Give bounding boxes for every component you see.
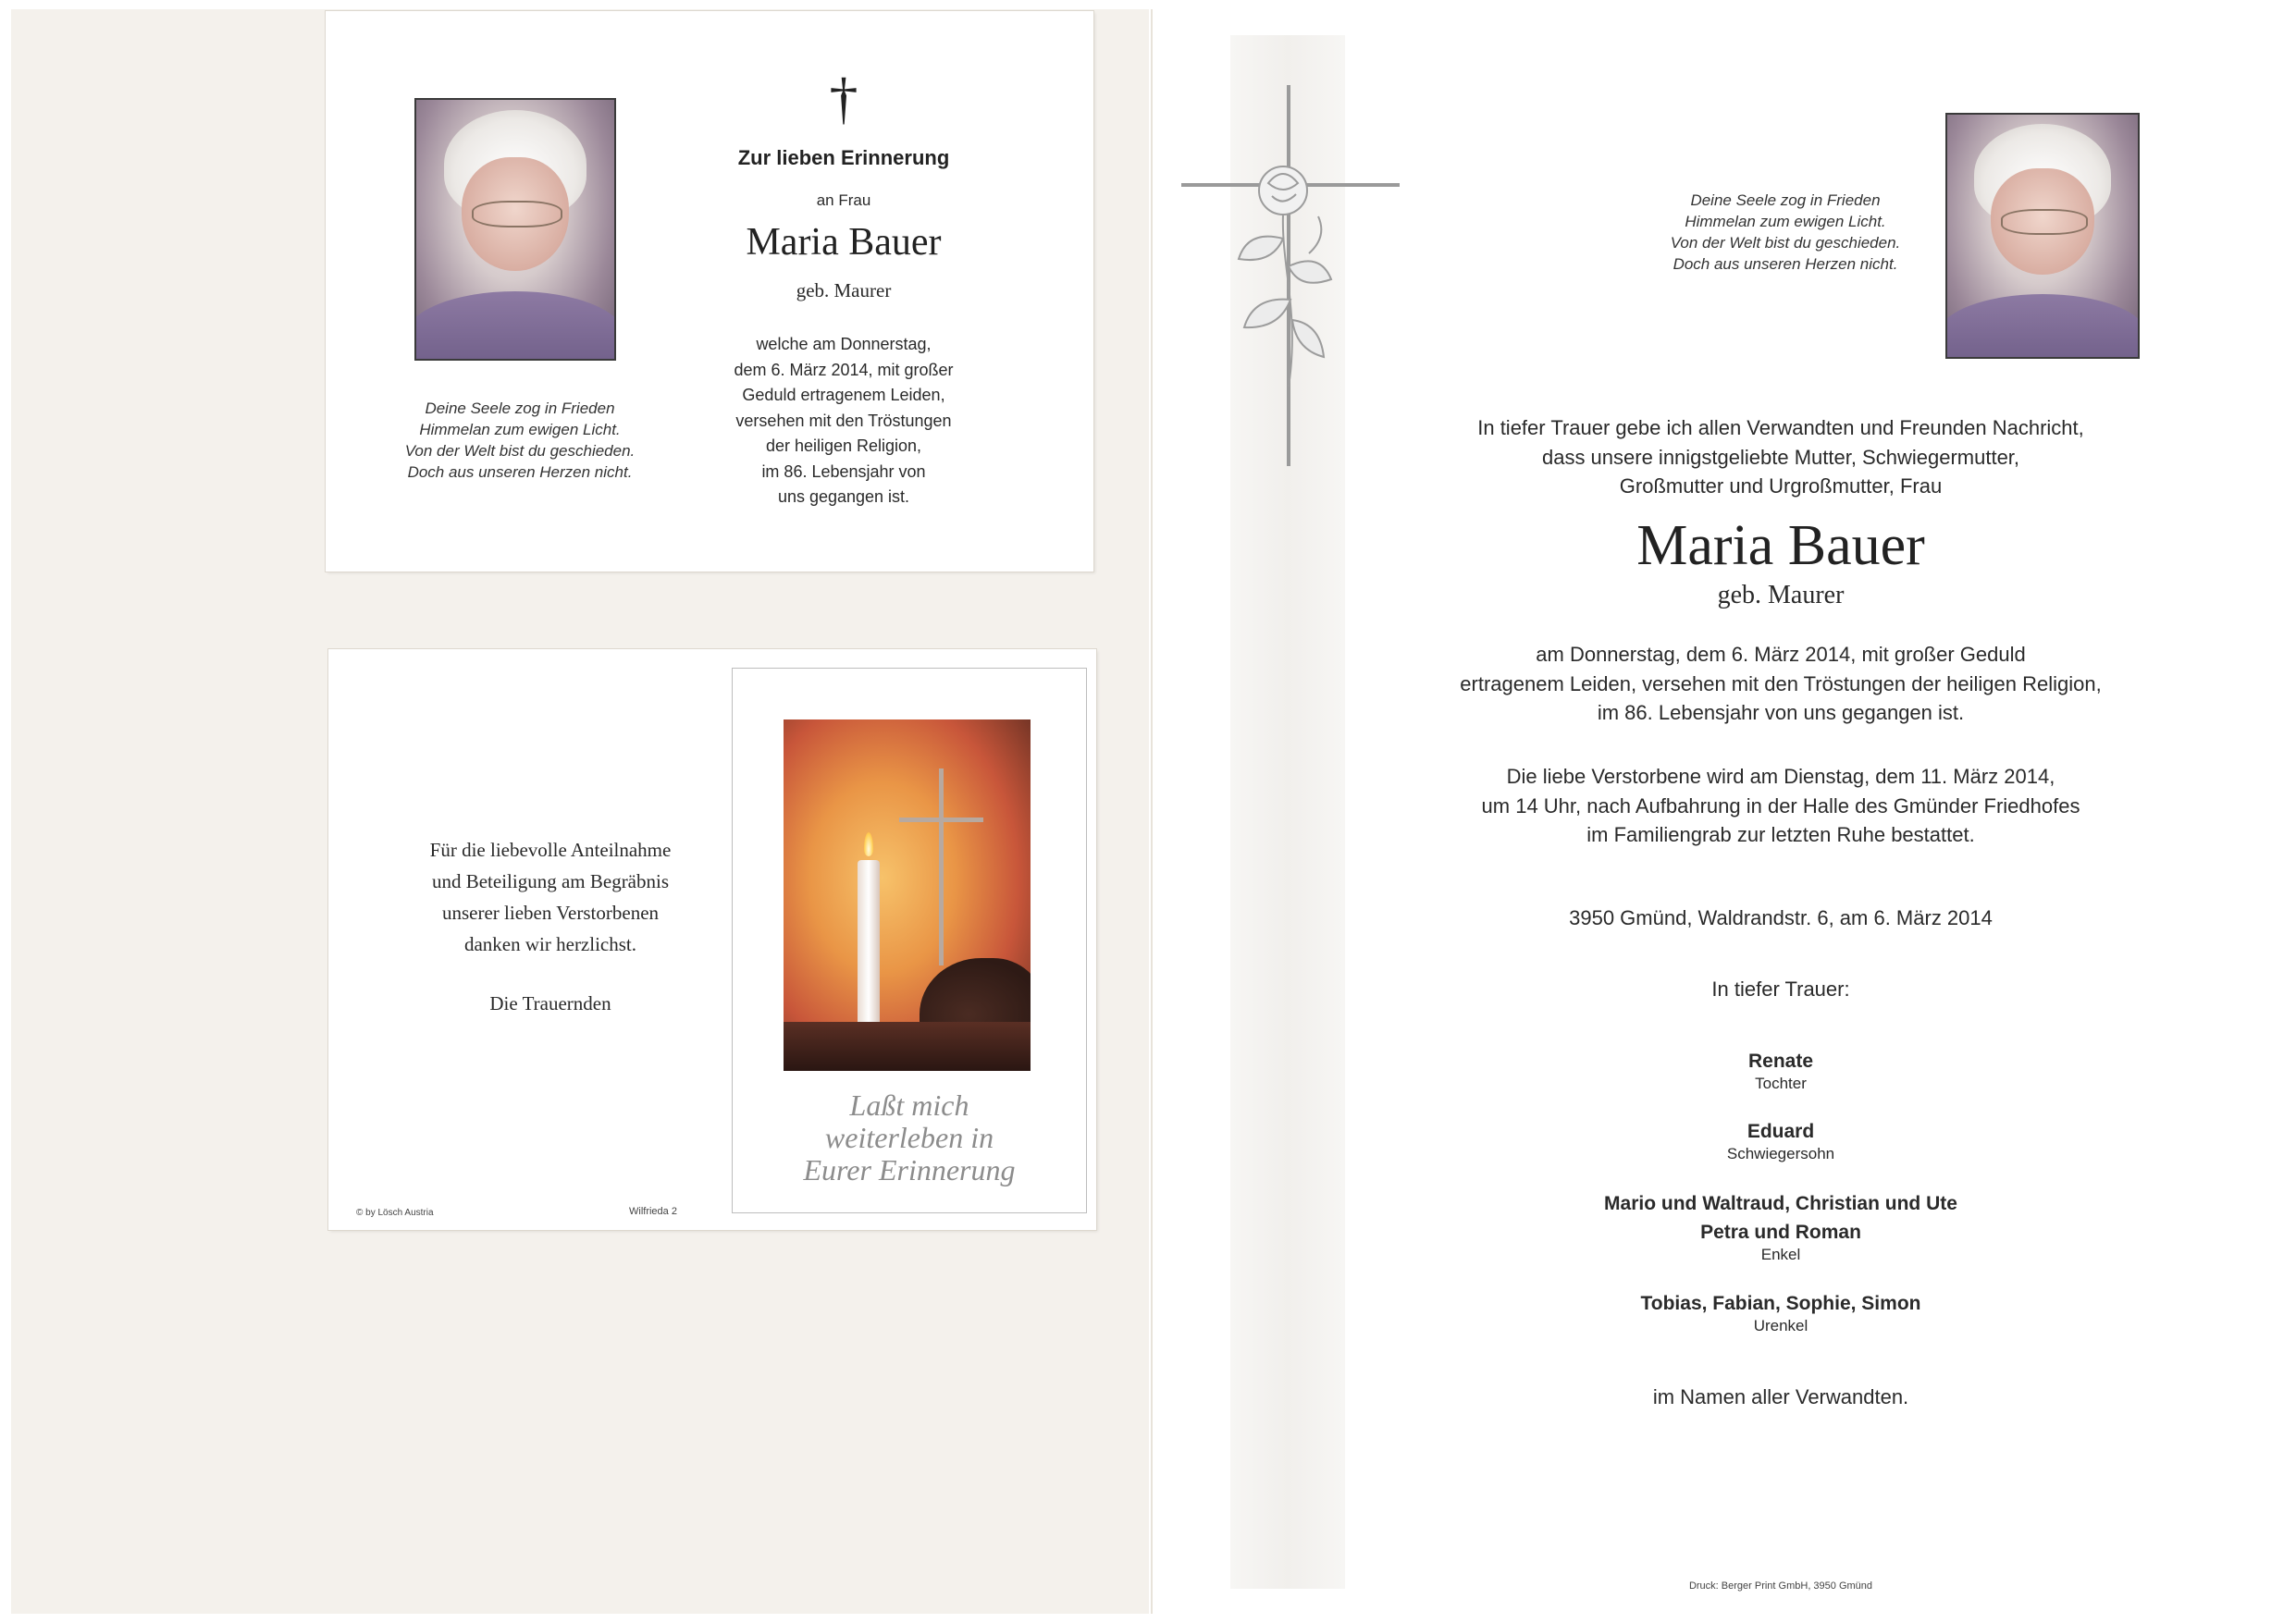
notice-mourning-label: In tiefer Trauer: [1711,977,1850,1001]
notice-portrait-photo [1945,113,2140,359]
notice-burial-text [1351,762,2211,850]
family-name: Mario und Waltraud, Christian und Ute [1604,1193,1957,1214]
notice-deceased-name: Maria Bauer [1636,514,1925,577]
text-line: dem 6. März 2014, mit großer [734,360,954,379]
poem-line: Von der Welt bist du geschieden. [404,442,636,460]
intro-line: In tiefer Trauer gebe ich allen Verwandten und Freunden Nachricht, [1477,416,2084,439]
memorial-card [326,11,1093,572]
poem-line: Deine Seele zog in Frieden [425,400,615,417]
birth-name: geb. Maurer [796,279,892,301]
thanks-line: danken wir herzlichst. [463,933,637,955]
notice-death-text [1351,640,2211,728]
rose-cross-icon [1179,81,1401,470]
family-name: Tobias, Fabian, Sophie, Simon [1640,1293,1921,1314]
family-role: Tochter [1755,1075,1807,1092]
text-line: uns gegangen ist. [777,487,910,506]
notice-intro [1351,413,2211,501]
thanks-line: und Beteiligung am Begräbnis [431,870,670,892]
intro-line: Großmutter und Urgroßmutter, Frau [1619,474,1943,498]
poem-line: Himmelan zum ewigen Licht. [1685,213,1886,230]
thank-you-card [328,649,1096,1230]
verse-line: weiterleben in [824,1121,994,1154]
burial-line: im Familiengrab zur letzten Ruhe bestattet. [1586,823,1975,846]
death-line: am Donnerstag, dem 6. März 2014, mit großer Geduld [1536,643,2026,666]
death-line: im 86. Lebensjahr von uns gegangen ist. [1597,701,1965,724]
verse-line: Eurer Erinnerung [803,1153,1016,1187]
memorial-an-frau: an Frau [816,191,871,209]
thanks-text [365,834,735,960]
latin-cross-icon: † [829,68,858,130]
burial-line: Die liebe Verstorbene wird am Dienstag, dem 11. März 2014, [1506,765,2055,788]
copyright-note: © by Lösch Austria [356,1208,434,1218]
text-line: Geduld ertragenem Leiden, [742,386,945,404]
family-role: Schwiegersohn [1726,1145,1835,1162]
text-line: welche am Donnerstag, [756,335,932,353]
family-group [1443,1290,2118,1334]
family-name: Petra und Roman [1700,1222,1861,1243]
portrait-photo [414,98,616,361]
family-role: Urenkel [1753,1317,1808,1334]
poem-line: Doch aus unseren Herzen nicht. [1673,255,1898,273]
notice-closing: im Namen aller Verwandten. [1652,1385,1909,1408]
text-line: versehen mit den Tröstungen [735,411,952,430]
notice-place-date: 3950 Gmünd, Waldrandstr. 6, am 6. März 2014 [1569,906,1993,929]
death-line: ertragenem Leiden, versehen mit den Tröstungen der heiligen Religion, [1460,671,2102,695]
poem-line: Doch aus unseren Herzen nicht. [407,463,633,481]
verse-line: Laßt mich [849,1088,969,1122]
deceased-name: Maria Bauer [746,221,942,264]
notice-poem [1610,190,1961,275]
family-group [1443,1189,2118,1263]
thanks-line: Für die liebevolle Anteilnahme [429,839,672,861]
cursive-verse [751,1089,1068,1187]
image-panel [732,668,1087,1213]
family-name: Renate [1747,1051,1814,1072]
poem-line: Deine Seele zog in Frieden [1690,191,1881,209]
candle-cross-image [784,719,1031,1071]
memorial-heading: Zur lieben Erinnerung [737,146,950,169]
family-role: Enkel [1760,1246,1801,1263]
family-group [1443,1118,2118,1162]
family-group [1443,1048,2118,1092]
text-line: der heiligen Religion, [765,436,922,455]
memorial-text [696,332,992,510]
poem-line: Himmelan zum ewigen Licht. [419,421,621,438]
family-name: Eduard [1747,1121,1815,1142]
memorial-poem [363,398,677,483]
thanks-line: unserer lieben Verstorbenen [441,902,660,924]
poem-line: Von der Welt bist du geschieden. [1670,234,1901,252]
burial-line: um 14 Uhr, nach Aufbahrung in der Halle des Gmünder Friedhofes [1481,793,2080,818]
intro-line: dass unsere innigstgeliebte Mutter, Schwiegermutter, [1541,445,2020,469]
notice-birth-name: geb. Maurer [1717,581,1845,609]
printer-note: Druck: Berger Print GmbH, 3950 Gmünd [1688,1580,1873,1592]
text-line: im 86. Lebensjahr von [761,461,926,481]
design-name: Wilfrieda 2 [629,1206,677,1217]
signoff: Die Trauernden [489,992,611,1014]
